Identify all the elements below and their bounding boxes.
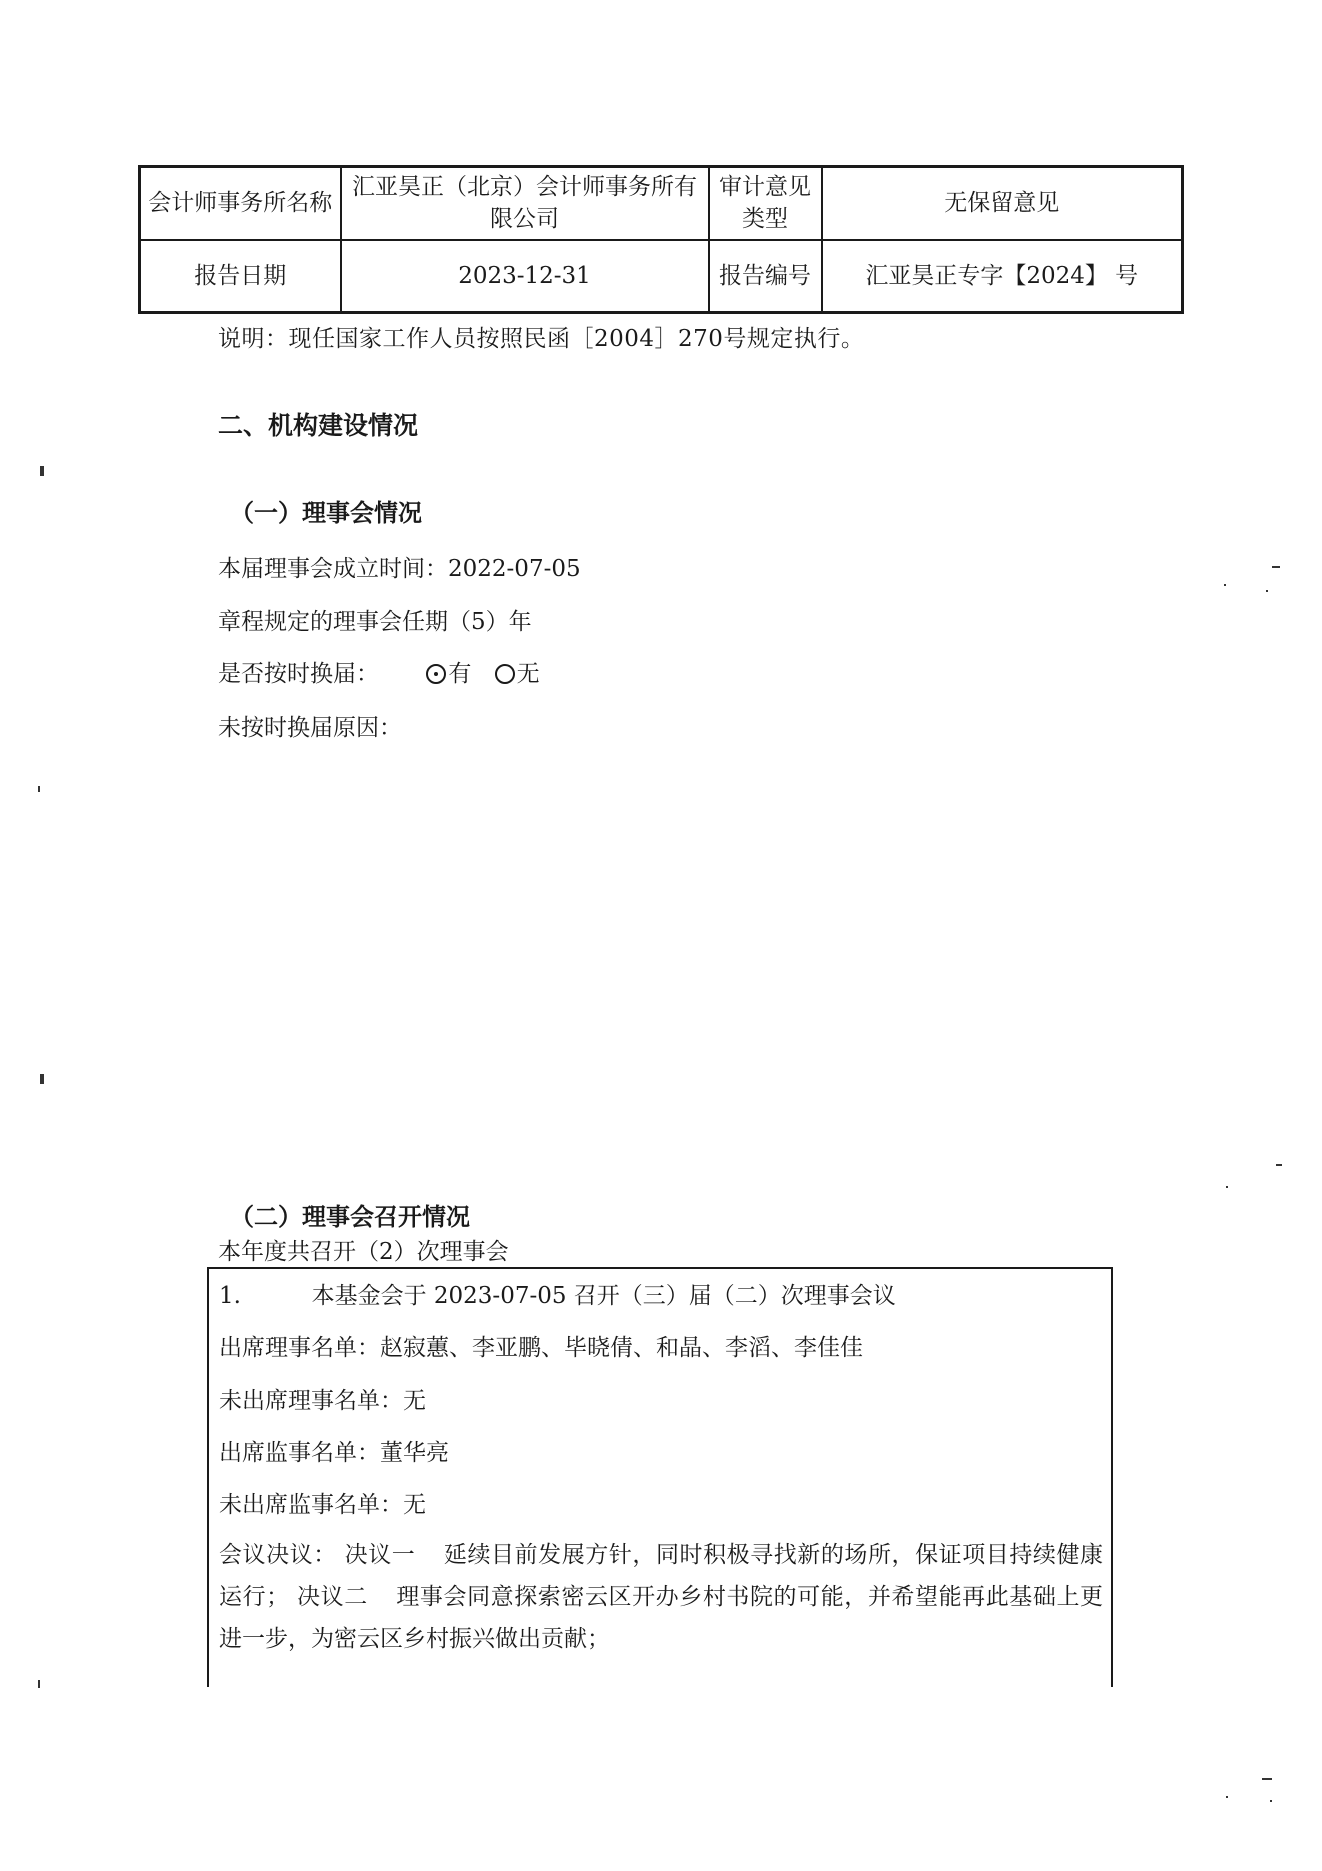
radio-yes-label: 有	[448, 661, 472, 687]
meetings-subtitle: （二）理事会召开情况	[230, 1203, 470, 1231]
report-no-label: 报告编号	[709, 240, 822, 313]
meeting-resolution	[219, 1534, 1103, 1660]
meetings-count: 本年度共召开（2）次理事会	[218, 1239, 509, 1265]
meeting-number: 1.	[219, 1283, 241, 1309]
report-no-value: 汇亚昊正专字【2024】 号	[822, 240, 1183, 313]
attended-supervisors: 出席监事名单：董华亮	[219, 1440, 449, 1466]
auditor-table	[138, 165, 1184, 314]
radio-yes[interactable]	[426, 655, 471, 688]
meeting-record-box	[207, 1267, 1113, 1687]
absent-directors: 未出席理事名单：无	[219, 1388, 426, 1414]
on-time-label: 是否按时换届：	[218, 661, 379, 687]
resolution-2-label: 决议二	[297, 1584, 368, 1610]
opinion-value: 无保留意见	[822, 167, 1183, 240]
date-value: 2023-12-31	[341, 240, 709, 313]
absent-supervisors: 未出席监事名单：无	[219, 1492, 426, 1518]
table-row	[140, 240, 1183, 313]
radio-unchecked-icon	[495, 664, 515, 684]
table-row	[140, 167, 1183, 240]
section-title: 二、机构建设情况	[218, 411, 419, 440]
board-subtitle: （一）理事会情况	[230, 499, 422, 527]
meeting-heading-row	[219, 1277, 896, 1310]
radio-checked-icon	[426, 664, 446, 684]
board-term: 章程规定的理事会任期（5）年	[218, 609, 532, 635]
on-time-row	[218, 655, 540, 688]
resolution-1-text: 延续目前发展方针，同时积极寻找新的场所，保证项目持续健康运行；	[219, 1542, 1104, 1610]
radio-no[interactable]	[495, 655, 540, 688]
date-label: 报告日期	[140, 240, 341, 313]
reason-label: 未按时换届原因：	[218, 715, 402, 741]
resolution-label: 会议决议：	[219, 1542, 337, 1568]
resolution-2-text: 理事会同意探索密云区开办乡村书院的可能，并希望能再此基础上更进一步，为密云区乡村振兴做出贡献；	[219, 1584, 1104, 1652]
firm-value: 汇亚昊正（北京）会计师事务所有限公司	[341, 167, 709, 240]
opinion-label: 审计意见类型	[709, 167, 822, 240]
radio-no-label: 无	[516, 661, 540, 687]
table-note: 说明：现任国家工作人员按照民函［2004］270号规定执行。	[218, 326, 865, 352]
firm-label: 会计师事务所名称	[140, 167, 341, 240]
attended-directors: 出席理事名单：赵寂蕙、李亚鹏、毕晓倩、和晶、李滔、李佳佳	[219, 1335, 863, 1361]
meeting-heading: 本基金会于 2023-07-05 召开（三）届（二）次理事会议	[311, 1283, 896, 1309]
resolution-1-label: 决议一	[344, 1542, 416, 1568]
board-established: 本届理事会成立时间：2022-07-05	[218, 556, 581, 582]
